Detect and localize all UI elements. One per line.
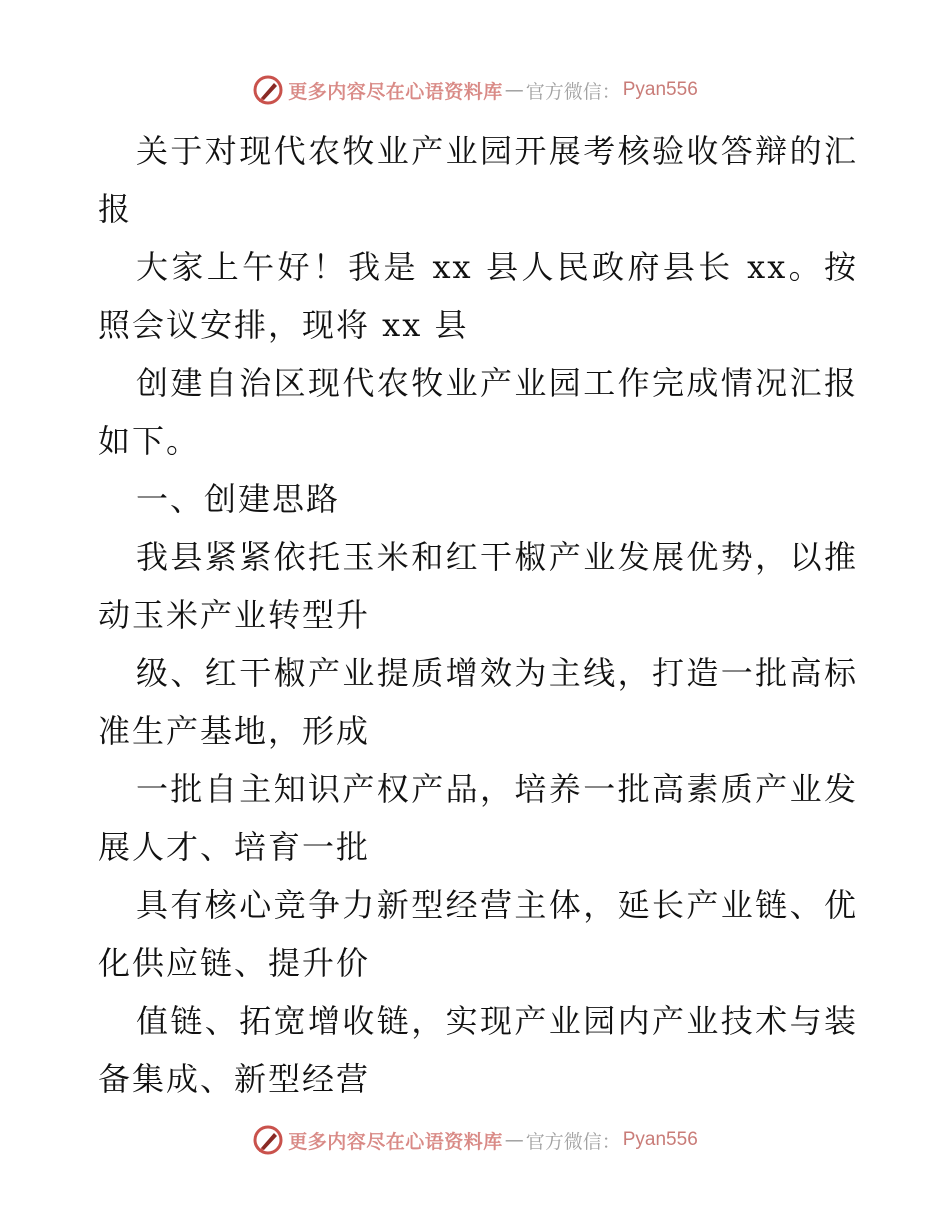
footer-watermark <box>0 1120 950 1160</box>
watermark-text: 更多内容尽在心语资料库 <box>288 80 503 103</box>
paragraph: 值链、拓宽增收链，实现产业园内产业技术与装备集成、新型经营 <box>98 1002 858 1098</box>
watermark-dash: — <box>504 1129 524 1151</box>
paragraph: 大家上午好！我是 xx 县人民政府县长 xx。按照会议安排，现将 xx 县 <box>98 248 858 344</box>
watermark-wechat-label: 官方微信： <box>525 1130 621 1153</box>
pen-circle-logo-icon <box>252 74 284 106</box>
paragraph: 创建自治区现代农牧业产业园工作完成情况汇报如下。 <box>98 364 858 460</box>
pen-circle-logo-icon <box>252 1124 284 1156</box>
watermark-text: 更多内容尽在心语资料库 <box>288 1130 503 1153</box>
paragraph: 我县紧紧依托玉米和红干椒产业发展优势，以推动玉米产业转型升 <box>98 538 858 634</box>
paragraph: 级、红干椒产业提质增效为主线，打造一批高标准生产基地，形成 <box>98 654 858 750</box>
watermark-dash: — <box>504 79 524 101</box>
document-title: 关于对现代农牧业产业园开展考核验收答辩的汇报 <box>98 132 858 228</box>
header-watermark <box>0 70 950 110</box>
paragraph: 具有核心竞争力新型经营主体，延长产业链、优化供应链、提升价 <box>98 886 858 982</box>
section-heading: 一、创建思路 <box>136 480 341 518</box>
watermark-wechat-id: Pyan556 <box>622 1129 698 1150</box>
document-body <box>98 122 858 1108</box>
watermark-wechat-label: 官方微信： <box>525 80 621 103</box>
paragraph: 一批自主知识产权产品，培养一批高素质产业发展人才、培育一批 <box>98 770 858 866</box>
watermark-wechat-id: Pyan556 <box>622 79 698 100</box>
